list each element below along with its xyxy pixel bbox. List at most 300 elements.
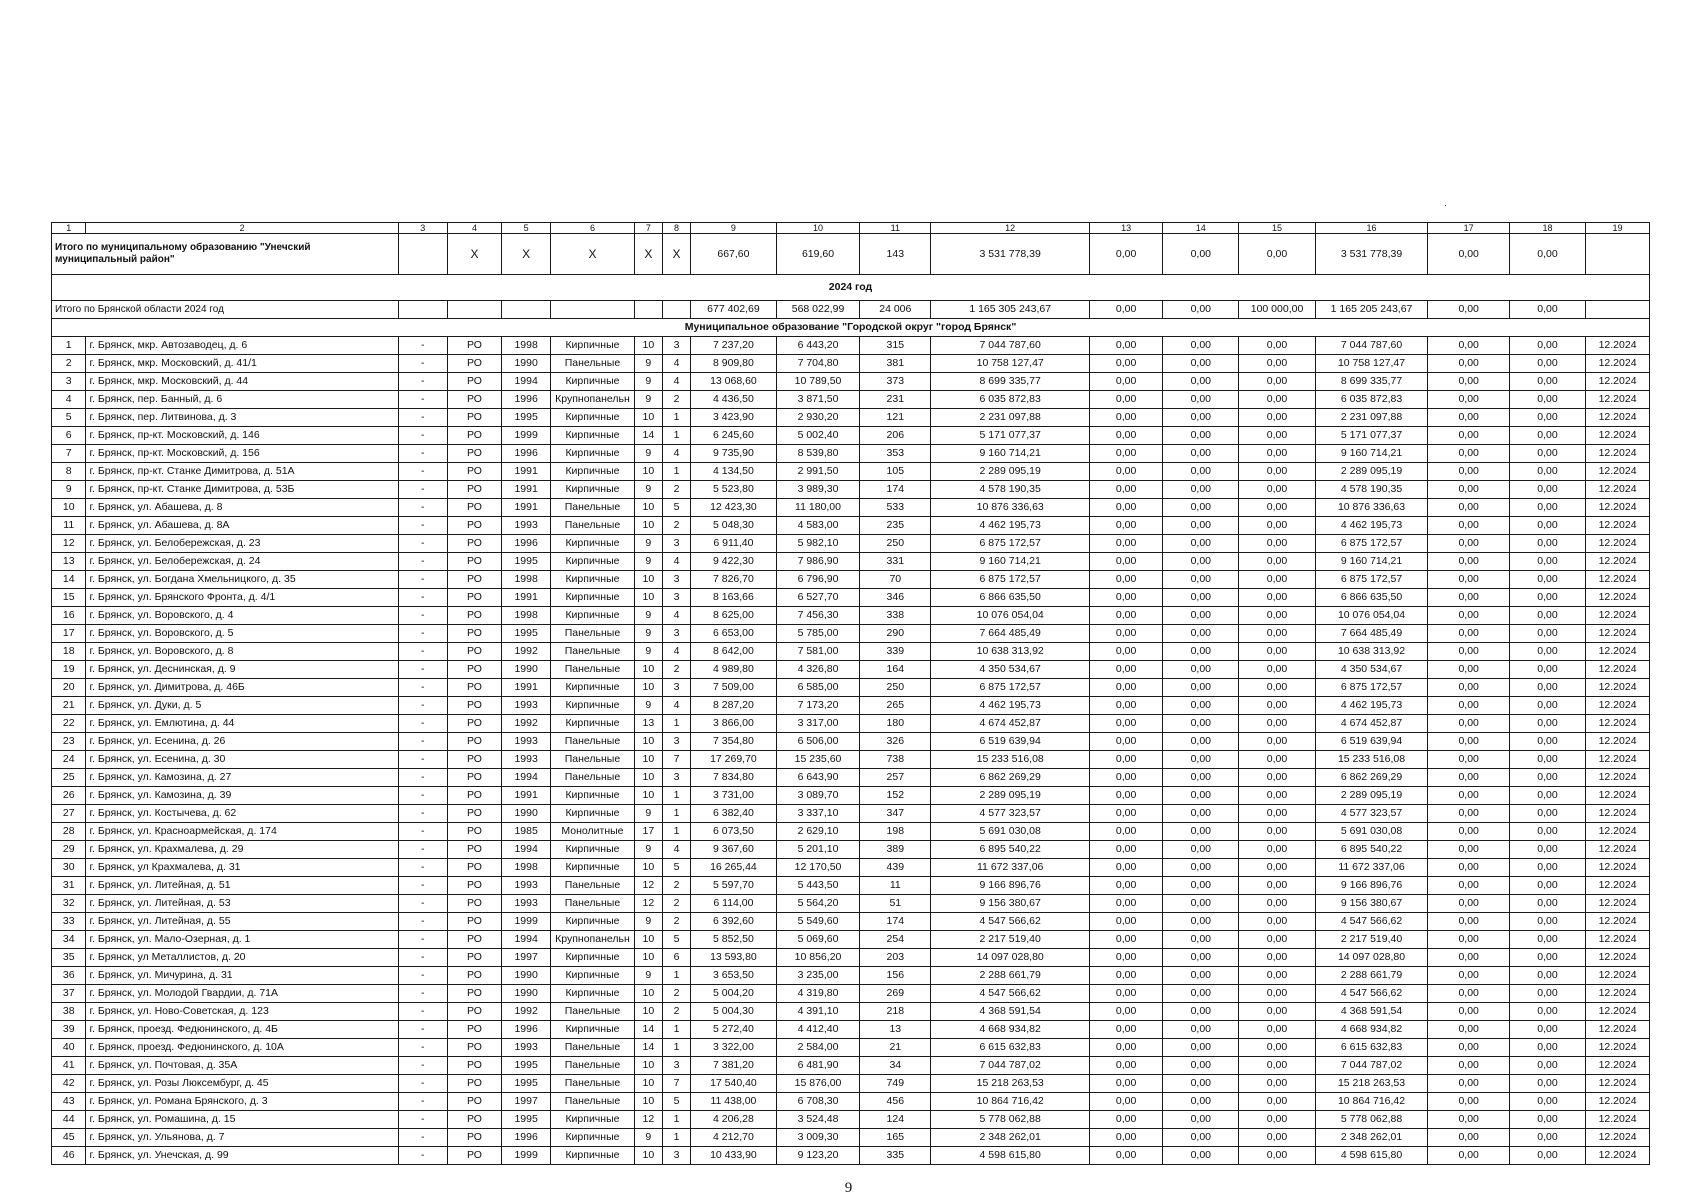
table-row — [52, 859, 1650, 877]
address-cell: г. Брянск, ул. Унечская, д. 99 — [86, 1147, 398, 1165]
table-cell: 5 201,10 — [776, 841, 860, 859]
table-cell: Панельные — [551, 517, 635, 535]
table-cell: 0,00 — [1163, 1147, 1239, 1165]
total-cell: 0,00 — [1428, 234, 1509, 275]
table-cell: 12.2024 — [1586, 985, 1650, 1003]
column-number-cell: 19 — [1586, 223, 1650, 234]
table-cell: 0,00 — [1163, 409, 1239, 427]
table-cell: 5 004,30 — [691, 1003, 777, 1021]
table-cell: 0,00 — [1509, 751, 1585, 769]
table-cell: 29 — [52, 841, 86, 859]
table-cell: 0,00 — [1239, 445, 1315, 463]
table-cell: 6 708,30 — [776, 1093, 860, 1111]
table-cell: 30 — [52, 859, 86, 877]
total-cell — [551, 301, 635, 319]
table-cell: - — [398, 877, 447, 895]
table-cell: 9 — [634, 535, 662, 553]
table-cell: 0,00 — [1509, 1093, 1585, 1111]
table-cell: 6 114,00 — [691, 895, 777, 913]
table-cell: 32 — [52, 895, 86, 913]
table-cell: 439 — [860, 859, 931, 877]
table-row — [52, 463, 1650, 481]
table-cell: 0,00 — [1163, 823, 1239, 841]
table-cell: 1 — [662, 805, 690, 823]
table-cell: 0,00 — [1428, 409, 1509, 427]
table-cell: 0,00 — [1090, 409, 1163, 427]
table-cell: 1990 — [502, 355, 551, 373]
table-cell: 10 — [634, 463, 662, 481]
table-cell: 15 235,60 — [776, 751, 860, 769]
table-cell: РО — [447, 715, 501, 733]
table-cell: 3 — [662, 625, 690, 643]
table-cell: 3 322,00 — [691, 1039, 777, 1057]
address-cell: г. Брянск, ул. Литейная, д. 55 — [86, 913, 398, 931]
table-cell: 0,00 — [1509, 805, 1585, 823]
table-cell: 6 035 872,83 — [931, 391, 1090, 409]
table-cell: 12.2024 — [1586, 571, 1650, 589]
table-cell: 6 615 632,83 — [931, 1039, 1090, 1057]
table-cell: - — [398, 1111, 447, 1129]
table-cell: 0,00 — [1163, 877, 1239, 895]
total-region-label: Итого по Брянской области 2024 год — [52, 301, 399, 319]
table-cell: Кирпичные — [551, 985, 635, 1003]
table-row — [52, 481, 1650, 499]
table-cell: 0,00 — [1428, 499, 1509, 517]
table-cell: 0,00 — [1239, 877, 1315, 895]
table-cell: 1 — [662, 1039, 690, 1057]
table-cell: 7 581,00 — [776, 643, 860, 661]
table-cell: 2 348 262,01 — [931, 1129, 1090, 1147]
table-cell: Панельные — [551, 1057, 635, 1075]
table-row — [52, 805, 1650, 823]
table-cell: - — [398, 661, 447, 679]
table-row — [52, 571, 1650, 589]
table-cell: 12 — [52, 535, 86, 553]
table-cell: 218 — [860, 1003, 931, 1021]
table-cell: 0,00 — [1239, 1093, 1315, 1111]
table-cell: 37 — [52, 985, 86, 1003]
table-cell: 3 — [662, 571, 690, 589]
table-cell: 0,00 — [1163, 517, 1239, 535]
table-cell: 0,00 — [1090, 985, 1163, 1003]
table-cell: 9 166 896,76 — [931, 877, 1090, 895]
table-cell: 0,00 — [1509, 949, 1585, 967]
table-cell: 34 — [860, 1057, 931, 1075]
table-cell: - — [398, 481, 447, 499]
table-cell: 9 — [634, 373, 662, 391]
table-cell: Панельные — [551, 895, 635, 913]
table-cell: РО — [447, 481, 501, 499]
table-cell: 0,00 — [1163, 661, 1239, 679]
table-cell: 0,00 — [1509, 967, 1585, 985]
table-cell: 0,00 — [1163, 607, 1239, 625]
table-cell: 3 866,00 — [691, 715, 777, 733]
table-cell: 0,00 — [1509, 733, 1585, 751]
table-cell: Кирпичные — [551, 967, 635, 985]
table-cell: - — [398, 373, 447, 391]
address-cell: г. Брянск, ул. Крахмалева, д. 29 — [86, 841, 398, 859]
table-cell: 3 089,70 — [776, 787, 860, 805]
table-cell: 0,00 — [1428, 643, 1509, 661]
table-cell: 1995 — [502, 553, 551, 571]
table-cell: 6 443,20 — [776, 337, 860, 355]
table-cell: 3 — [662, 535, 690, 553]
table-cell: 1996 — [502, 445, 551, 463]
table-cell: 0,00 — [1428, 625, 1509, 643]
table-cell: Кирпичные — [551, 373, 635, 391]
table-cell: 15 233 516,08 — [931, 751, 1090, 769]
table-cell: 0,00 — [1509, 913, 1585, 931]
table-cell: 0,00 — [1090, 607, 1163, 625]
table-cell: 12.2024 — [1586, 823, 1650, 841]
table-cell: 5 — [662, 859, 690, 877]
table-cell: 1996 — [502, 391, 551, 409]
table-cell: Панельные — [551, 751, 635, 769]
table-cell: - — [398, 355, 447, 373]
table-cell: 2 231 097,88 — [1315, 409, 1428, 427]
address-cell: г. Брянск, ул. Богдана Хмельницкого, д. 35 — [86, 571, 398, 589]
table-cell: - — [398, 787, 447, 805]
table-cell: 0,00 — [1163, 1057, 1239, 1075]
table-cell: 1993 — [502, 895, 551, 913]
column-number-cell: 11 — [860, 223, 931, 234]
column-number-cell: 7 — [634, 223, 662, 234]
table-cell: 12 — [634, 877, 662, 895]
table-cell: 0,00 — [1163, 679, 1239, 697]
column-number-cell: 5 — [502, 223, 551, 234]
address-cell: г. Брянск, ул. Брянского Фронта, д. 4/1 — [86, 589, 398, 607]
table-cell: РО — [447, 1039, 501, 1057]
table-cell: 2 629,10 — [776, 823, 860, 841]
table-cell: 12.2024 — [1586, 679, 1650, 697]
total-cell — [1586, 234, 1650, 275]
total-cell: 3 531 778,39 — [931, 234, 1090, 275]
table-cell: 1985 — [502, 823, 551, 841]
table-row — [52, 733, 1650, 751]
table-cell: РО — [447, 1147, 501, 1165]
table-cell: - — [398, 1147, 447, 1165]
table-cell: 4 212,70 — [691, 1129, 777, 1147]
table-cell: 1997 — [502, 1093, 551, 1111]
table-cell: 10 — [634, 517, 662, 535]
table-cell: 1991 — [502, 463, 551, 481]
table-cell: 5 048,30 — [691, 517, 777, 535]
table-cell: 265 — [860, 697, 931, 715]
table-row — [52, 643, 1650, 661]
total-cell: 100 000,00 — [1239, 301, 1315, 319]
table-cell: 0,00 — [1428, 679, 1509, 697]
table-cell: 0,00 — [1509, 1021, 1585, 1039]
table-cell: - — [398, 427, 447, 445]
total-cell: 3 531 778,39 — [1315, 234, 1428, 275]
total-cell — [447, 301, 501, 319]
table-cell: РО — [447, 751, 501, 769]
table-cell: РО — [447, 913, 501, 931]
table-cell: 0,00 — [1163, 1021, 1239, 1039]
table-cell: 10 — [634, 985, 662, 1003]
table-cell: 0,00 — [1090, 679, 1163, 697]
table-cell: 27 — [52, 805, 86, 823]
table-cell: 1998 — [502, 571, 551, 589]
table-cell: - — [398, 391, 447, 409]
table-cell: 0,00 — [1090, 787, 1163, 805]
table-cell: 0,00 — [1509, 715, 1585, 733]
table-cell: 0,00 — [1428, 967, 1509, 985]
table-cell: 1997 — [502, 949, 551, 967]
table-cell: 6 519 639,94 — [1315, 733, 1428, 751]
table-cell: 4 — [662, 445, 690, 463]
table-cell: - — [398, 751, 447, 769]
table-cell: 0,00 — [1090, 661, 1163, 679]
table-cell: РО — [447, 805, 501, 823]
table-cell: 6 481,90 — [776, 1057, 860, 1075]
table-cell: 2 217 519,40 — [931, 931, 1090, 949]
table-cell: 0,00 — [1163, 985, 1239, 1003]
table-cell: Кирпичные — [551, 445, 635, 463]
table-cell: РО — [447, 607, 501, 625]
table-cell: 1 — [662, 427, 690, 445]
table-cell: 2 584,00 — [776, 1039, 860, 1057]
table-cell: Кирпичные — [551, 337, 635, 355]
table-cell: Кирпичные — [551, 1129, 635, 1147]
table-cell: РО — [447, 1111, 501, 1129]
table-cell: РО — [447, 841, 501, 859]
table-cell: 1992 — [502, 1003, 551, 1021]
table-cell: 0,00 — [1239, 1111, 1315, 1129]
table-cell: 0,00 — [1163, 643, 1239, 661]
table-cell: 1993 — [502, 697, 551, 715]
table-cell: Кирпичные — [551, 949, 635, 967]
table-cell: 12.2024 — [1586, 607, 1650, 625]
table-cell: 0,00 — [1428, 1021, 1509, 1039]
total-cell: X — [634, 234, 662, 275]
table-cell: 12.2024 — [1586, 841, 1650, 859]
table-cell: 4 547 566,62 — [1315, 985, 1428, 1003]
table-cell: 0,00 — [1163, 1039, 1239, 1057]
table-cell: 10 864 716,42 — [931, 1093, 1090, 1111]
table-cell: 2 — [662, 913, 690, 931]
column-number-cell: 13 — [1090, 223, 1163, 234]
table-cell: 0,00 — [1509, 1003, 1585, 1021]
table-cell: 0,00 — [1509, 517, 1585, 535]
page-number: 9 — [844, 1180, 853, 1196]
table-cell: 6 527,70 — [776, 589, 860, 607]
table-cell: 7 456,30 — [776, 607, 860, 625]
table-cell: 1999 — [502, 1147, 551, 1165]
table-cell: 31 — [52, 877, 86, 895]
table-cell: 12.2024 — [1586, 625, 1650, 643]
table-cell: 18 — [52, 643, 86, 661]
table-cell: 1 — [662, 823, 690, 841]
table-cell: Кирпичные — [551, 1021, 635, 1039]
table-cell: 5 272,40 — [691, 1021, 777, 1039]
table-cell: Панельные — [551, 733, 635, 751]
table-cell: 0,00 — [1090, 841, 1163, 859]
table-row — [52, 823, 1650, 841]
table-cell: Панельные — [551, 625, 635, 643]
table-cell: 5 171 077,37 — [931, 427, 1090, 445]
table-cell: 0,00 — [1239, 499, 1315, 517]
table-cell: 12 — [634, 895, 662, 913]
table-cell: 39 — [52, 1021, 86, 1039]
table-cell: Панельные — [551, 643, 635, 661]
table-cell: - — [398, 931, 447, 949]
table-cell: 0,00 — [1509, 697, 1585, 715]
column-number-cell: 10 — [776, 223, 860, 234]
table-row — [52, 1039, 1650, 1057]
table-cell: 0,00 — [1239, 625, 1315, 643]
table-cell: 9 160 714,21 — [1315, 445, 1428, 463]
table-cell: 0,00 — [1509, 589, 1585, 607]
table-cell: РО — [447, 373, 501, 391]
table-cell: 0,00 — [1428, 517, 1509, 535]
table-cell: 0,00 — [1428, 697, 1509, 715]
table-cell: 5 443,50 — [776, 877, 860, 895]
table-cell: РО — [447, 823, 501, 841]
table-cell: 0,00 — [1428, 733, 1509, 751]
table-cell: 0,00 — [1509, 931, 1585, 949]
table-cell: 3 423,90 — [691, 409, 777, 427]
table-cell: 250 — [860, 535, 931, 553]
table-cell: 1 — [662, 1111, 690, 1129]
table-cell: 4 598 615,80 — [931, 1147, 1090, 1165]
table-cell: 2 289 095,19 — [1315, 787, 1428, 805]
table-cell: 23 — [52, 733, 86, 751]
table-cell: 10 — [634, 751, 662, 769]
table-cell: 6 245,60 — [691, 427, 777, 445]
table-cell: 0,00 — [1090, 697, 1163, 715]
table-cell: 0,00 — [1239, 1057, 1315, 1075]
column-number-cell: 14 — [1163, 223, 1239, 234]
address-cell: г. Брянск, ул. Ново-Советская, д. 123 — [86, 1003, 398, 1021]
table-cell: 0,00 — [1509, 1039, 1585, 1057]
table-cell: 25 — [52, 769, 86, 787]
address-cell: г. Брянск, пр-кт. Московский, д. 146 — [86, 427, 398, 445]
table-cell: 0,00 — [1428, 1003, 1509, 1021]
table-cell: 14 — [634, 427, 662, 445]
table-cell: 533 — [860, 499, 931, 517]
address-cell: г. Брянск, ул Крахмалева, д. 31 — [86, 859, 398, 877]
table-cell: 0,00 — [1163, 535, 1239, 553]
table-cell: - — [398, 949, 447, 967]
table-cell: 250 — [860, 679, 931, 697]
table-cell: 0,00 — [1239, 715, 1315, 733]
table-cell: 0,00 — [1239, 967, 1315, 985]
table-row — [52, 355, 1650, 373]
table-cell: 4 578 190,35 — [1315, 481, 1428, 499]
table-row — [52, 625, 1650, 643]
total-cell: 677 402,69 — [691, 301, 777, 319]
table-cell: 0,00 — [1428, 1039, 1509, 1057]
table-cell: 12.2024 — [1586, 913, 1650, 931]
table-cell: РО — [447, 337, 501, 355]
table-cell: 6 — [52, 427, 86, 445]
table-cell: 6 615 632,83 — [1315, 1039, 1428, 1057]
table-cell: 269 — [860, 985, 931, 1003]
table-cell: 1998 — [502, 337, 551, 355]
address-cell: г. Брянск, ул. Дуки, д. 5 — [86, 697, 398, 715]
table-cell: 9 160 714,21 — [931, 445, 1090, 463]
table-cell: 180 — [860, 715, 931, 733]
table-cell: 12.2024 — [1586, 1075, 1650, 1093]
table-cell: РО — [447, 409, 501, 427]
table-cell: 42 — [52, 1075, 86, 1093]
table-cell: 1 — [662, 1129, 690, 1147]
table-cell: 0,00 — [1509, 769, 1585, 787]
table-cell: 13 — [634, 715, 662, 733]
table-cell: 8 163,66 — [691, 589, 777, 607]
table-cell: 0,00 — [1509, 859, 1585, 877]
table-cell: 2 — [662, 661, 690, 679]
address-cell: г. Брянск, ул. Белобережская, д. 23 — [86, 535, 398, 553]
total-cell: 0,00 — [1090, 301, 1163, 319]
table-cell: 9 — [634, 481, 662, 499]
table-cell: 7 044 787,60 — [1315, 337, 1428, 355]
table-cell: 0,00 — [1509, 391, 1585, 409]
table-cell: 0,00 — [1090, 571, 1163, 589]
table-cell: 0,00 — [1239, 697, 1315, 715]
table-cell: 0,00 — [1090, 913, 1163, 931]
table-cell: 290 — [860, 625, 931, 643]
table-cell: 0,00 — [1428, 1147, 1509, 1165]
table-cell: 12.2024 — [1586, 949, 1650, 967]
table-cell: 9 735,90 — [691, 445, 777, 463]
table-cell: 0,00 — [1090, 1093, 1163, 1111]
table-cell: 0,00 — [1090, 463, 1163, 481]
table-cell: 0,00 — [1509, 625, 1585, 643]
table-cell: 4 368 591,54 — [1315, 1003, 1428, 1021]
total-cell — [662, 301, 690, 319]
table-cell: 5 069,60 — [776, 931, 860, 949]
table-cell: 5 691 030,08 — [1315, 823, 1428, 841]
table-cell: РО — [447, 679, 501, 697]
table-cell: 9 156 380,67 — [931, 895, 1090, 913]
table-cell: 4 462 195,73 — [1315, 697, 1428, 715]
table-cell: РО — [447, 427, 501, 445]
table-cell: 2 — [52, 355, 86, 373]
table-row — [52, 841, 1650, 859]
table-row — [52, 391, 1650, 409]
table-cell: 1996 — [502, 1021, 551, 1039]
table-row — [52, 1075, 1650, 1093]
table-cell: 4 547 566,62 — [931, 985, 1090, 1003]
table-cell: - — [398, 1093, 447, 1111]
table-cell: 7 381,20 — [691, 1057, 777, 1075]
table-cell: 7 509,00 — [691, 679, 777, 697]
table-cell: - — [398, 967, 447, 985]
table-cell: 0,00 — [1239, 355, 1315, 373]
table-cell: 1992 — [502, 715, 551, 733]
address-cell: г. Брянск, ул. Воровского, д. 5 — [86, 625, 398, 643]
table-cell: 13 — [52, 553, 86, 571]
table-cell: 2 — [662, 895, 690, 913]
table-cell: 9 422,30 — [691, 553, 777, 571]
column-number-cell: 15 — [1239, 223, 1315, 234]
table-cell: 2 991,50 — [776, 463, 860, 481]
table-cell: 12.2024 — [1586, 661, 1650, 679]
table-cell: 35 — [52, 949, 86, 967]
table-cell: 0,00 — [1239, 1129, 1315, 1147]
table-cell: 4 547 566,62 — [1315, 913, 1428, 931]
capital-repair-table — [51, 222, 1650, 1165]
column-number-cell: 6 — [551, 223, 635, 234]
column-number-cell: 17 — [1428, 223, 1509, 234]
table-cell: Кирпичные — [551, 715, 635, 733]
table-cell: - — [398, 1057, 447, 1075]
table-cell: 6 875 172,57 — [931, 571, 1090, 589]
total-cell: 1 165 205 243,67 — [1315, 301, 1428, 319]
table-cell: 8 642,00 — [691, 643, 777, 661]
